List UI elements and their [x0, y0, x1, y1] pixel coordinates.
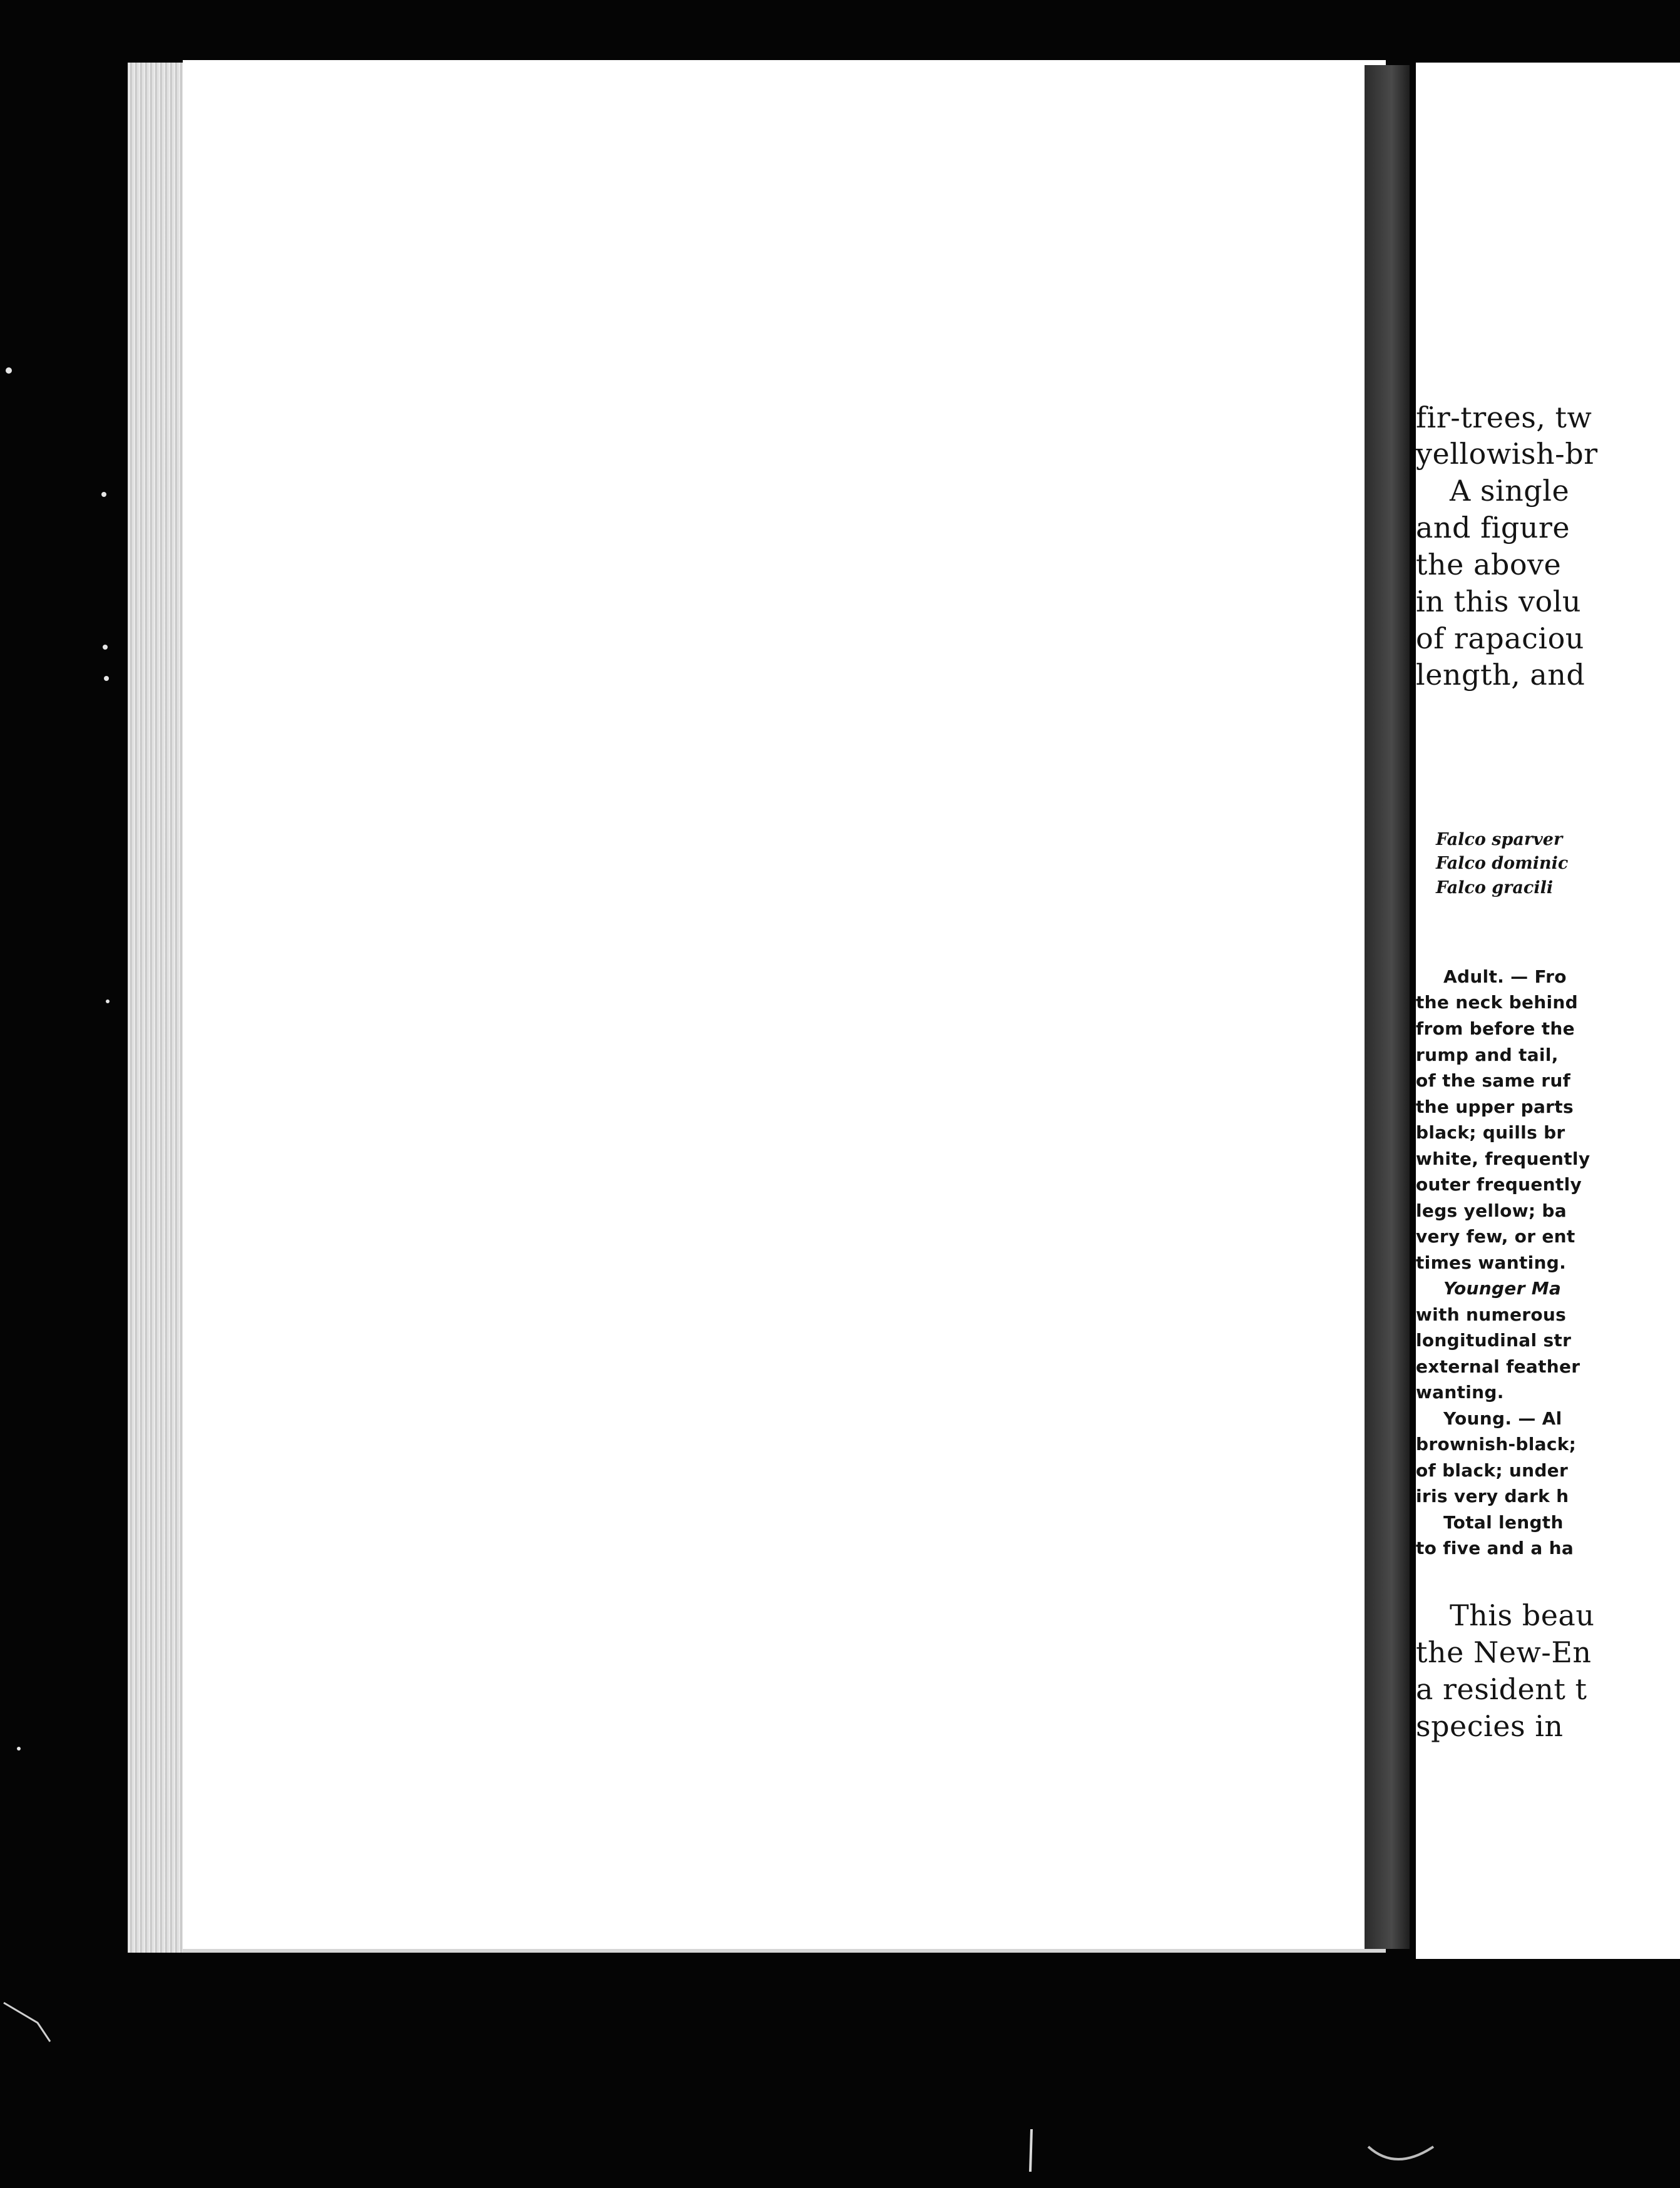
body-line: and figure: [1416, 511, 1570, 544]
description-line: very few, or ent: [1416, 1226, 1575, 1247]
body-line: the New-En: [1416, 1635, 1592, 1669]
body-line: in this volu: [1416, 585, 1582, 618]
description-line: black; quills br: [1416, 1122, 1565, 1143]
synonym-line: Falco sparver: [1436, 830, 1563, 849]
body-line: a resident t: [1416, 1672, 1587, 1706]
description-line: Younger Ma: [1443, 1278, 1562, 1299]
body-line: length, and: [1416, 658, 1585, 692]
description-line: of the same ruf: [1416, 1070, 1571, 1091]
description-line: longitudinal str: [1416, 1330, 1572, 1351]
description-line: with numerous: [1416, 1304, 1567, 1325]
body-line: of rapaciou: [1416, 621, 1584, 655]
description-line: the upper parts: [1416, 1097, 1574, 1117]
description-line: legs yellow; ba: [1416, 1200, 1567, 1221]
synonym-line: Falco gracili: [1436, 878, 1554, 897]
description-line: brownish-black;: [1416, 1434, 1577, 1454]
description-line: rump and tail,: [1416, 1045, 1559, 1065]
body-line: the above: [1416, 548, 1562, 581]
description-line: from before the: [1416, 1018, 1575, 1039]
body-line: fir-trees, tw: [1416, 401, 1592, 434]
description-line: external feather: [1416, 1356, 1580, 1377]
description-line: Young. — Al: [1443, 1408, 1562, 1429]
description-line: iris very dark h: [1416, 1486, 1569, 1506]
body-line: This beau: [1450, 1598, 1595, 1632]
description-line: times wanting.: [1416, 1252, 1567, 1273]
description-line: Adult. — Fro: [1443, 966, 1567, 987]
description-line: to five and a ha: [1416, 1538, 1574, 1558]
body-line: yellowish-br: [1416, 437, 1598, 471]
description-line: of black; under: [1416, 1460, 1569, 1481]
description-line: white, frequently: [1416, 1148, 1590, 1169]
body-line: A single: [1450, 474, 1570, 508]
description-line: wanting.: [1416, 1382, 1504, 1403]
description-line: the neck behind: [1416, 992, 1578, 1013]
description-line: Total length: [1443, 1512, 1564, 1533]
synonym-line: Falco dominic: [1436, 854, 1569, 873]
body-line: species in: [1416, 1709, 1564, 1743]
description-line: outer frequently: [1416, 1174, 1582, 1195]
